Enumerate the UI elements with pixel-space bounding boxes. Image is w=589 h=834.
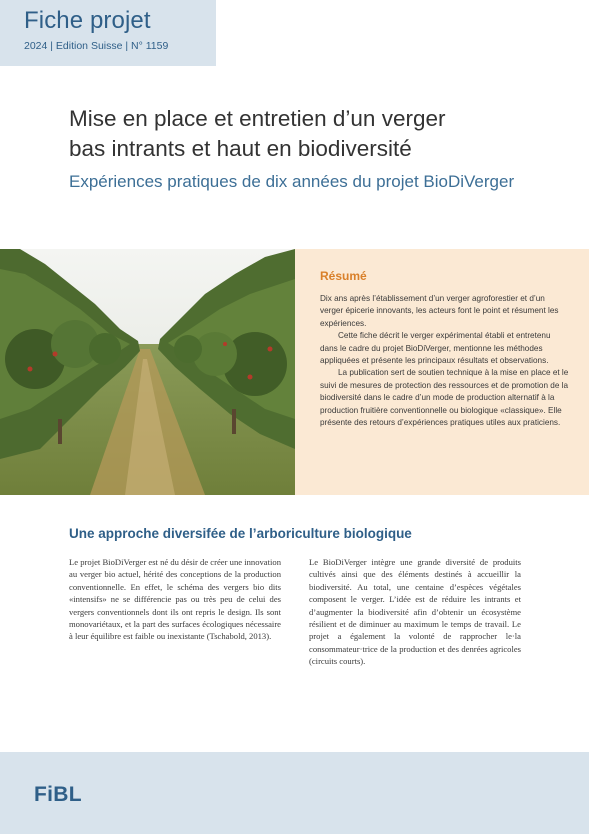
summary-box: [295, 249, 589, 495]
footer-band: [0, 752, 589, 834]
summary-paragraph: Cette fiche décrit le verger expérimental établi et entretenu dans le cadre du projet BioDiVerger, mentionne les méthodes appliquées et présente les principaux résultats et observations.: [320, 331, 551, 366]
body-paragraph: Le BioDiVerger intègre une grande diversité de produits cultivés ainsi que des éléments destinés à accueillir la biodiversité. Au total, une centaine d’espèces végétales composent le verger. L’idée est de réduire les intrants et d’augmenter la biodiversité afin d’obtenir un écosystème résilient et de diminuer au maximum le temps de travail. Le projet a également la volonté de rapprocher le·la consommateur·trice de la production et des denrées agricoles (circuits courts).: [309, 557, 521, 667]
summary-paragraph: La publication sert de soutien technique à la mise en place et le suivi de mesures de protection des ressources et de promotion de la biodiversité dans le cadre d’un mode de production alternatif à la production fruitière conventionnelle ou biologique «classique». Elle présente des retours d’expériences pratiques utiles aux praticiens.: [320, 368, 569, 428]
title-line-1: Mise en place et entretien d’un verger: [69, 106, 446, 131]
orchard-photo: [0, 249, 295, 495]
page-subtitle: Expériences pratiques de dix années du projet BioDiVerger: [69, 172, 515, 191]
summary-paragraph: Dix ans après l’établissement d’un verger agroforestier et d’un verger épicerie innovants, les acteurs font le point et résument les expériences.: [320, 294, 559, 328]
edition-meta: 2024 | Edition Suisse | N° 1159: [24, 40, 169, 52]
publication-tag: [0, 0, 216, 66]
series-label: Fiche projet: [24, 7, 151, 34]
summary-heading: Résumé: [320, 269, 367, 283]
summary-body: [320, 293, 570, 429]
title-line-2: bas intrants et haut en biodiversité: [69, 136, 412, 161]
body-column-left: [69, 556, 281, 643]
body-paragraph: Le projet BioDiVerger est né du désir de créer une innovation au verger bio actuel, hérité des conceptions de la production conventionnelle. En effet, le schéma des vergers bio dits «intensifs» ne se différencie pas ou très peu de celui des vergers conventionnels dont ils ont repris le design. Ils sont monovariétaux, et la part des surfaces écologiques nécessaire à leur équilibre est faible ou inexistante (Tschabold, 2013).: [69, 557, 281, 642]
orchard-photo-icon: [0, 249, 295, 495]
page-title: [69, 104, 529, 164]
fibl-logo: FiBL: [34, 783, 82, 806]
body-column-right: [309, 556, 521, 668]
section-heading: Une approche diversifée de l’arboriculture biologique: [69, 526, 412, 541]
